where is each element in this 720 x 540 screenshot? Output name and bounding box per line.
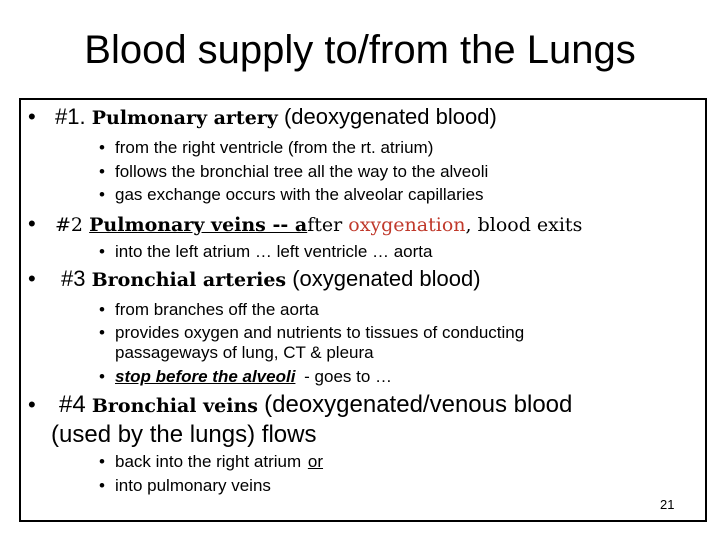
- item-4-desc-a: (deoxygenated: [264, 391, 423, 418]
- item-3-sub-2: [99, 322, 524, 343]
- item-1-name: Pulmonary artery: [91, 107, 278, 129]
- item-3-sub-3: [99, 366, 392, 387]
- item-3-sub-3-emph: stop before the alveoli: [115, 367, 296, 386]
- item-4-sub-2: [99, 475, 271, 496]
- sub-bullet: •: [99, 300, 105, 319]
- item-3-sub-3-rest: - goes to …: [304, 367, 393, 386]
- item-3-desc: (oxygenated blood): [292, 266, 481, 291]
- item-1-sub-1: [99, 137, 433, 158]
- item-2-sub-1-text: into the left atrium … left ventricle … aorta: [115, 242, 433, 261]
- item-4-sub-1-or: or: [307, 452, 324, 471]
- sub-bullet: •: [99, 162, 105, 181]
- item-3-sub-2b-text: passageways of lung, CT & pleura: [115, 343, 374, 362]
- bullet: •: [28, 392, 36, 417]
- item-4-name: Bronchial veins: [91, 395, 258, 417]
- item-4: [28, 391, 572, 420]
- item-4-sub-1-text: back into the right atrium: [115, 452, 302, 471]
- item-3-sub-2-cont: [99, 342, 374, 363]
- sub-bullet: •: [99, 242, 105, 261]
- sub-bullet: •: [99, 452, 105, 471]
- item-2-label: #2: [55, 214, 84, 236]
- item-1-sub-1-text: from the right ventricle (from the rt. atrium): [115, 138, 434, 157]
- item-2-sub-1: [99, 241, 432, 262]
- item-1: [28, 103, 497, 132]
- item-1-sub-2-text: follows the bronchial tree all the way to the alveoli: [115, 162, 489, 181]
- item-3-label: #3: [61, 266, 86, 291]
- sub-bullet: •: [99, 476, 105, 495]
- bullet: •: [28, 104, 36, 129]
- sub-bullet: •: [99, 367, 105, 386]
- item-2-after: fter: [307, 214, 349, 236]
- item-1-sub-3-text: gas exchange occurs with the alveolar capillaries: [115, 185, 484, 204]
- item-2-name: Pulmonary veins -- a: [89, 214, 308, 236]
- sub-bullet: •: [99, 138, 105, 157]
- page-number: 21: [660, 497, 675, 512]
- item-3-sub-2-text: provides oxygen and nutrients to tissues of conducting: [115, 323, 525, 342]
- item-1-desc: (deoxygenated blood): [283, 104, 497, 129]
- item-1-sub-2: [99, 161, 488, 182]
- item-2: [28, 210, 582, 239]
- bullet: •: [28, 211, 36, 236]
- sub-bullet: •: [99, 323, 105, 342]
- item-1-sub-3: [99, 184, 484, 205]
- item-1-label: #1.: [55, 104, 86, 129]
- item-2-rest: , blood exits: [465, 214, 583, 236]
- item-3-sub-1: [99, 299, 319, 320]
- item-4-line-2: (used by the lungs) flows: [51, 421, 317, 448]
- sub-bullet: •: [99, 185, 105, 204]
- item-2-red-word: oxygenation: [348, 214, 466, 236]
- item-3: [28, 265, 481, 294]
- item-4-desc-b: /venous blood: [422, 391, 573, 418]
- item-3-name: Bronchial arteries: [91, 269, 287, 291]
- item-4-label: #4: [59, 391, 86, 418]
- item-3-sub-1-text: from branches off the aorta: [115, 300, 319, 319]
- item-4-sub-2-text: into pulmonary veins: [115, 476, 271, 495]
- item-4-sub-1: [99, 451, 323, 472]
- bullet: •: [28, 266, 36, 291]
- slide-title: Blood supply to/from the Lungs: [84, 28, 636, 72]
